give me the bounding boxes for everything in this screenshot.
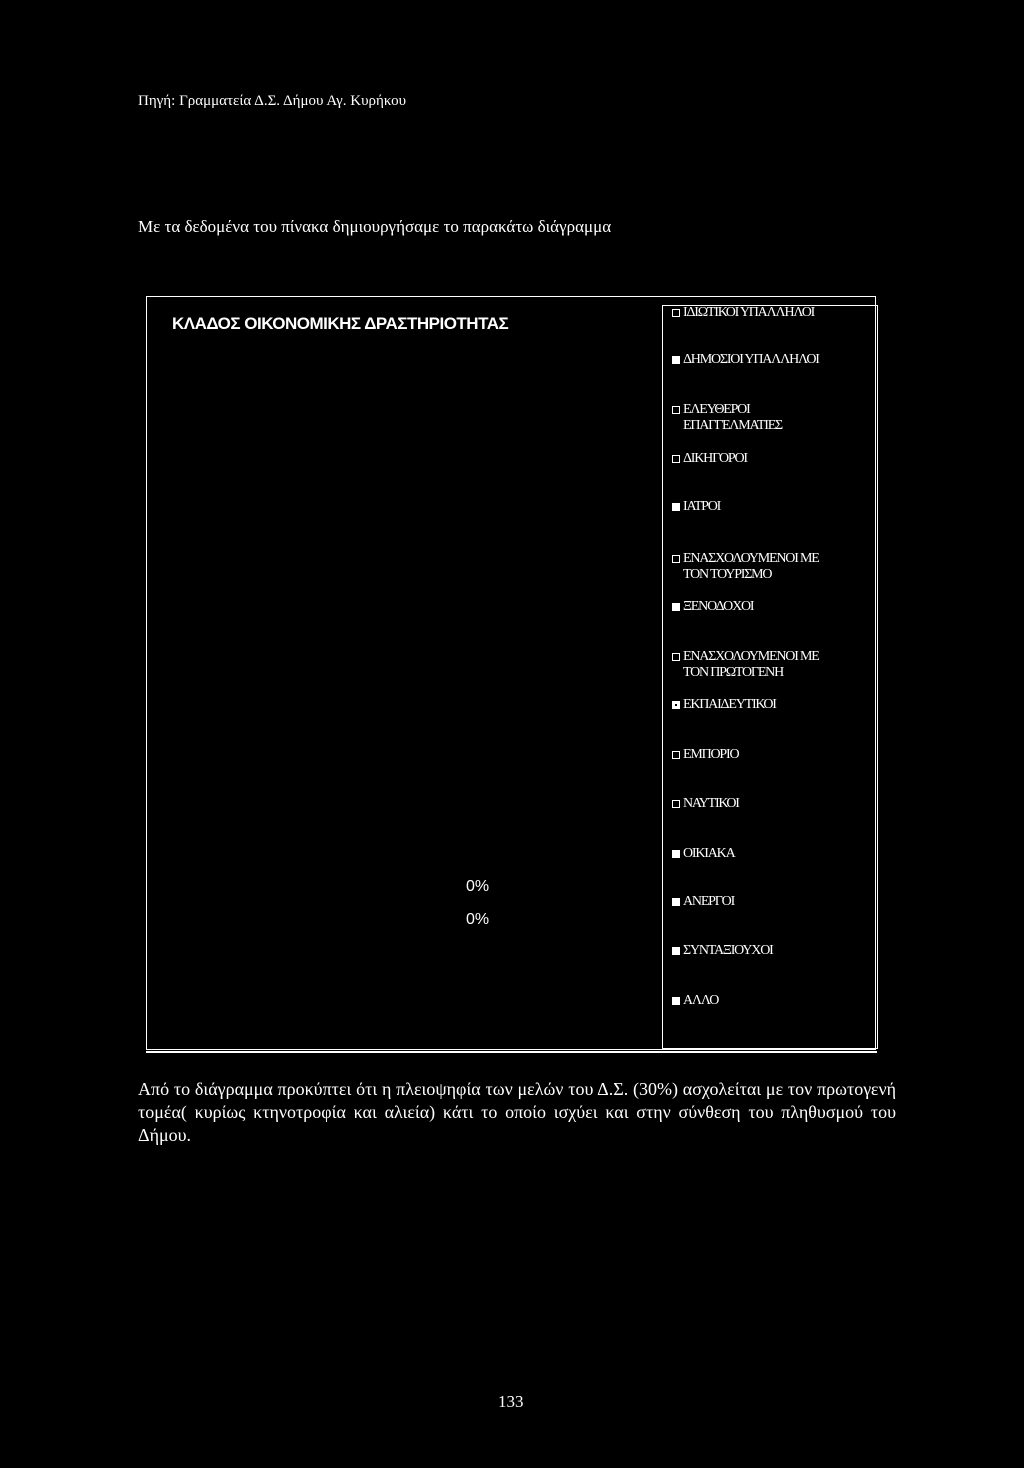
legend-label: ΝΑΥΤΙΚΟΙ <box>683 796 739 811</box>
legend-item <box>672 697 776 713</box>
page-number: 133 <box>498 1392 524 1411</box>
chart-title: ΚΛΑΔΟΣ ΟΙΚΟΝΟΜΙΚΗΣ ΔΡΑΣΤΗΡΙΟΤΗΤΑΣ <box>172 314 509 333</box>
legend-marker <box>672 800 680 808</box>
legend-label: ΑΛΛΟ <box>683 993 719 1008</box>
legend-label: ΕΛΕΥΘΕΡΟΙ <box>683 402 750 417</box>
legend-label: ΣΥΝΤΑΞΙΟΥΧΟΙ <box>683 943 773 958</box>
legend-marker <box>672 997 680 1005</box>
legend-label: ΕΜΠΟΡΙΟ <box>683 747 739 762</box>
chart-bottom-border <box>146 1051 877 1053</box>
legend-item <box>672 993 718 1009</box>
legend-item <box>672 499 720 515</box>
legend-marker <box>672 406 680 414</box>
legend-label: ΕΚΠΑΙΔΕΥΤΙΚΟΙ <box>683 697 776 712</box>
legend-marker <box>672 701 680 709</box>
conclusion-paragraph: Από το διάγραμμα προκύπτει ότι η πλειοψηφία των μελών του Δ.Σ. (30%) ασχολείται με τον πρωτογενή τομέα( κυρίως κτηνοτροφία και αλιεία) κάτι το οποίο ισχύει και στην σύνθεση του πληθυσμού του Δήμου. <box>138 1079 896 1145</box>
legend-item <box>672 352 819 368</box>
legend-label: ΤΟΝ ΠΡΩΤΟΓΕΝΗ <box>683 665 783 680</box>
legend-item <box>672 846 734 862</box>
data-label: 0% <box>466 911 490 928</box>
legend-label: ΕΝΑΣΧΟΛΟΥΜΕΝΟΙ ΜΕ <box>683 551 819 566</box>
legend-marker <box>672 947 680 955</box>
legend-item <box>672 599 753 615</box>
data-label: 0% <box>466 878 490 895</box>
legend-marker <box>672 653 680 661</box>
legend-item <box>672 943 773 959</box>
legend-marker <box>672 555 680 563</box>
legend-label: ΞΕΝΟΔΟΧΟΙ <box>683 599 754 614</box>
legend-marker <box>672 898 680 906</box>
legend-item <box>672 305 814 321</box>
legend-marker <box>672 850 680 858</box>
legend-marker <box>672 455 680 463</box>
legend-label: ΟΙΚΙΑΚΑ <box>683 846 735 861</box>
legend-label: ΔΗΜΟΣΙΟΙ ΥΠΑΛΛΗΛΟΙ <box>683 352 819 367</box>
legend-item <box>672 551 819 583</box>
legend-label: ΔΙΚΗΓΟΡΟΙ <box>683 451 747 466</box>
legend-label: ΑΝΕΡΓΟΙ <box>683 894 735 909</box>
legend-marker <box>672 309 680 317</box>
legend-item <box>672 894 734 910</box>
legend-marker <box>672 751 680 759</box>
legend-item <box>672 649 819 681</box>
source-note: Πηγή: Γραμματεία Δ.Σ. Δήμου Αγ. Κυρήκου <box>138 93 407 109</box>
intro-text: Με τα δεδομένα του πίνακα δημιουργήσαμε το παρακάτω διάγραμμα <box>138 217 612 236</box>
legend-marker <box>672 356 680 364</box>
legend-item <box>672 451 747 467</box>
legend-marker <box>672 503 680 511</box>
legend-label: ΤΟΝ ΤΟΥΡΙΣΜΟ <box>683 567 772 582</box>
legend-label: ΕΠΑΓΓΕΛΜΑΤΙΕΣ <box>683 418 782 433</box>
legend-label: ΙΑΤΡΟΙ <box>683 499 721 514</box>
legend-item <box>672 796 739 812</box>
legend-label: ΙΔΙΩΤΙΚΟΙ ΥΠΑΛΛΗΛΟΙ <box>683 305 815 320</box>
legend-label: ΕΝΑΣΧΟΛΟΥΜΕΝΟΙ ΜΕ <box>683 649 819 664</box>
legend-item <box>672 402 782 434</box>
legend-item <box>672 747 738 763</box>
legend-marker <box>672 603 680 611</box>
